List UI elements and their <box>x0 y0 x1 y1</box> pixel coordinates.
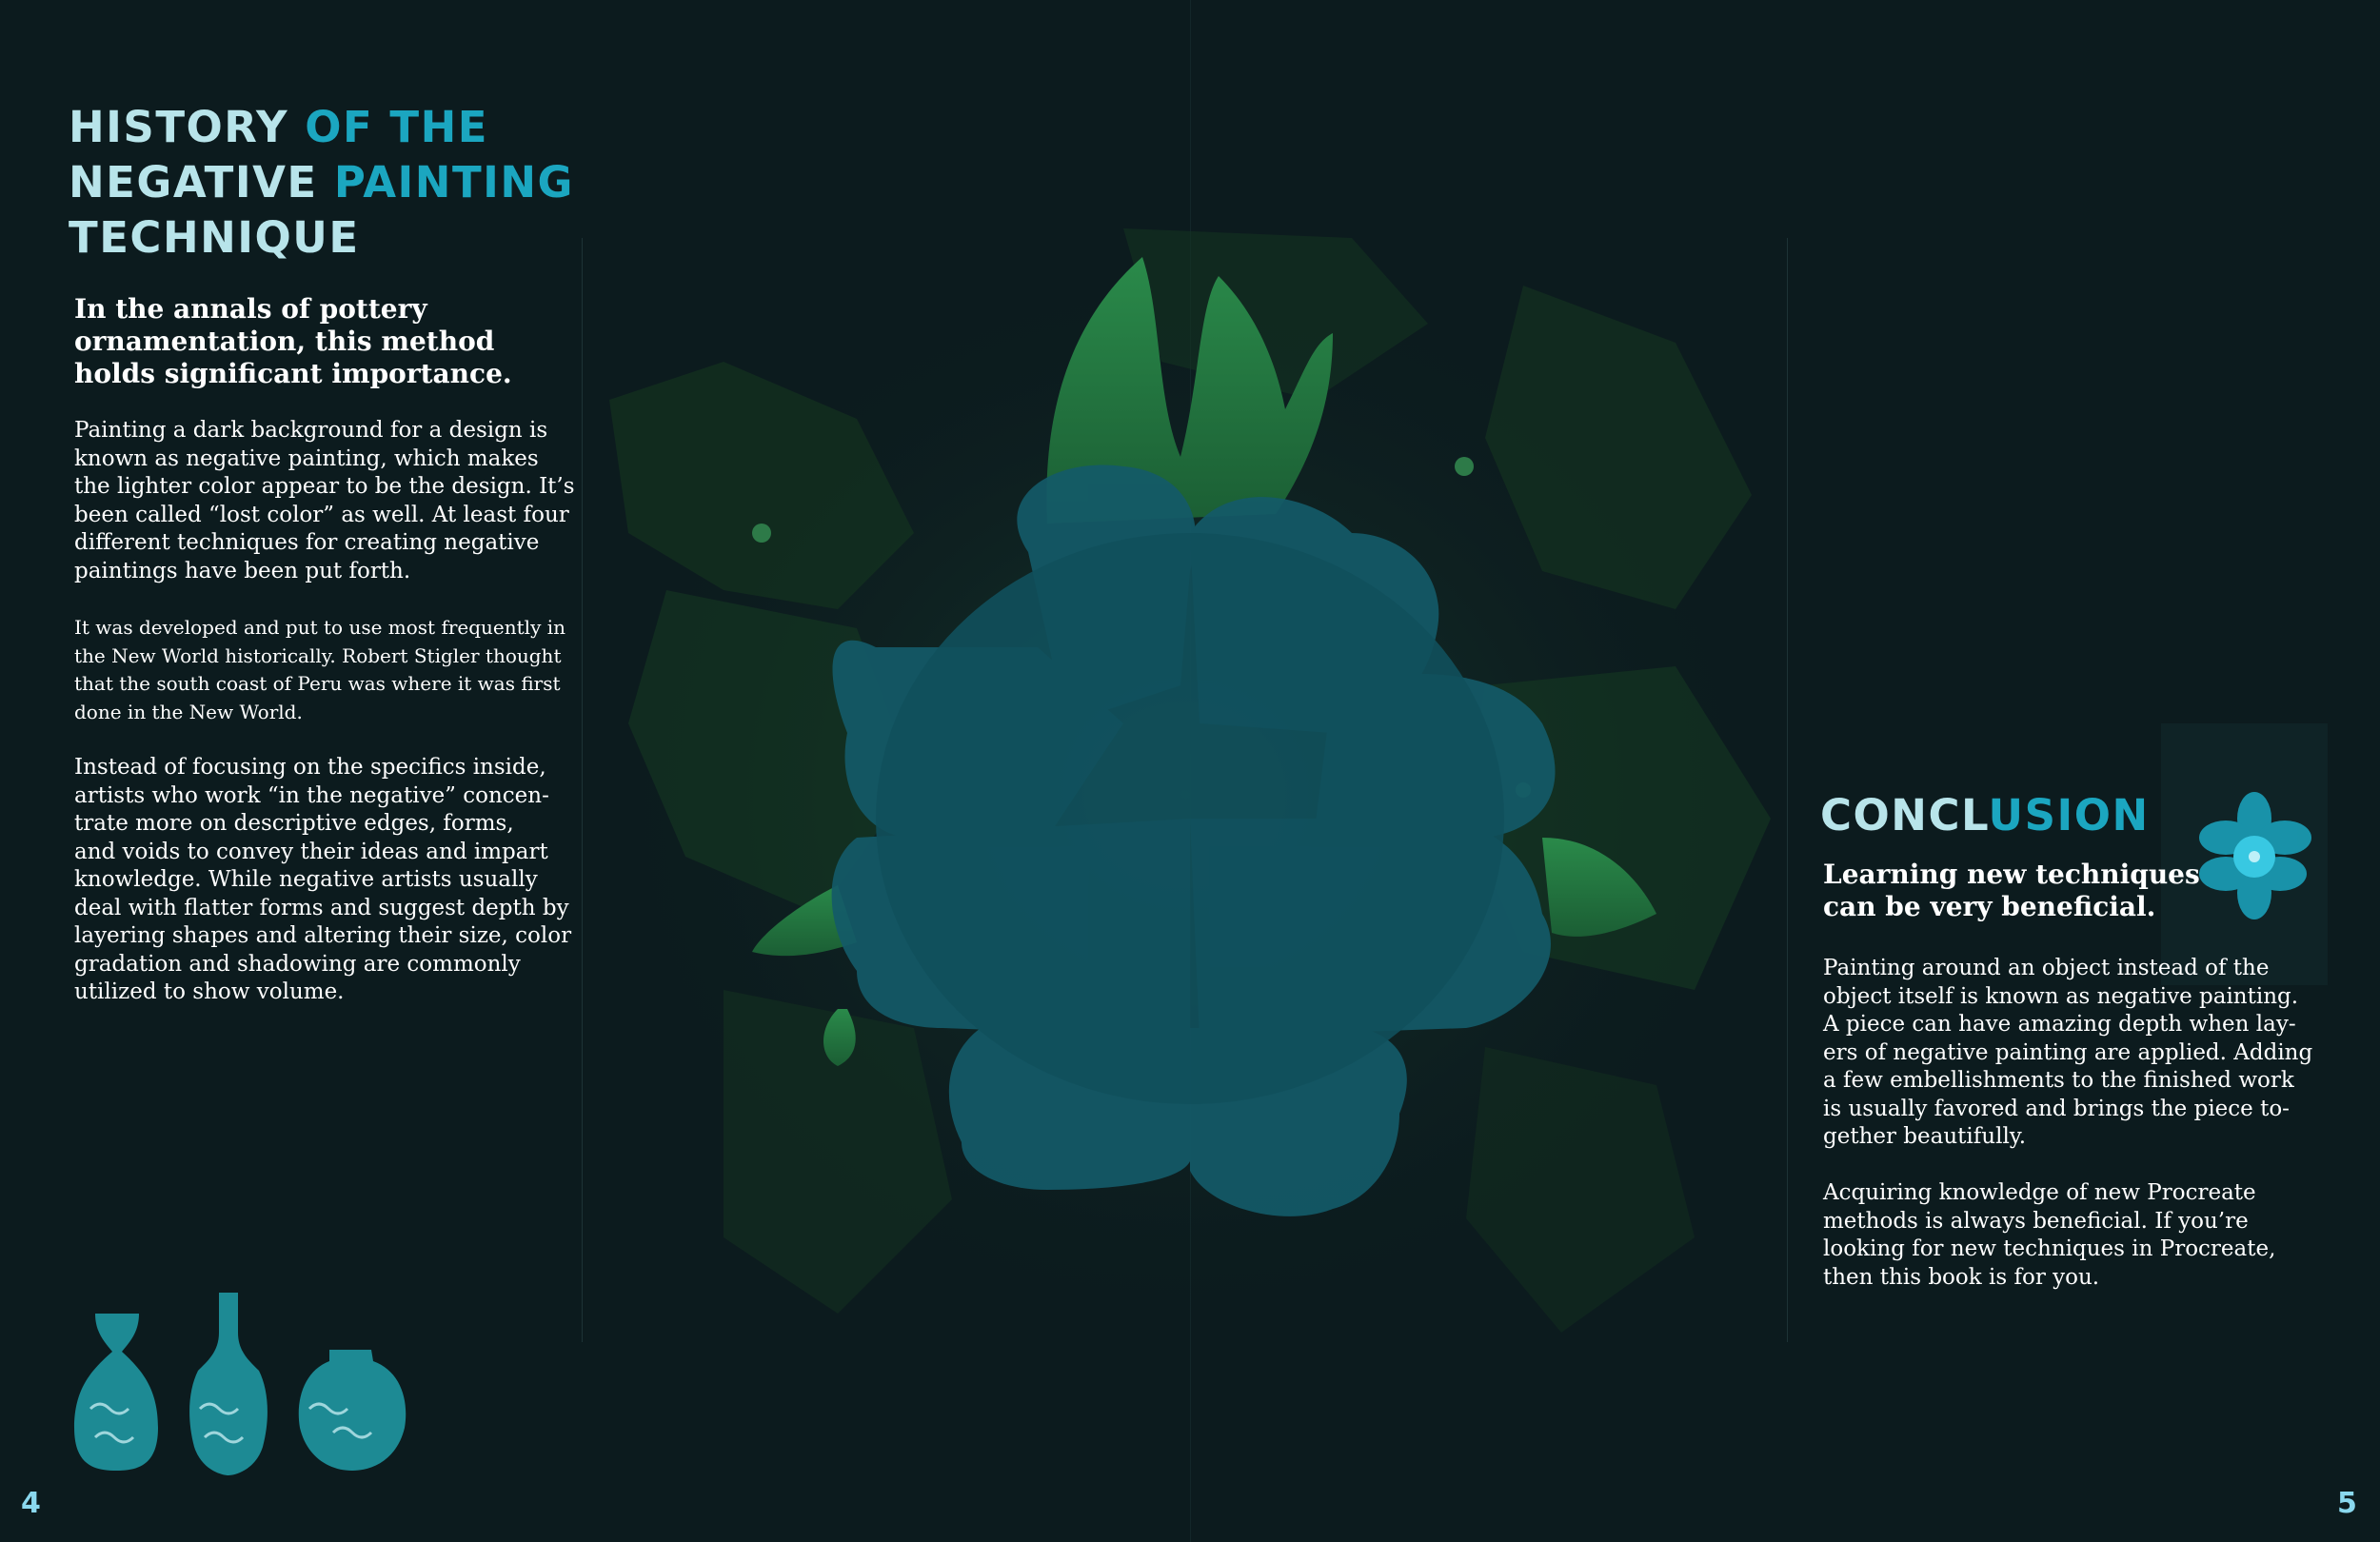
heading-part: USION <box>1988 790 2150 840</box>
title-word: OF THE <box>305 102 488 152</box>
right-paragraph-2: Acquiring knowledge of new Procreate methods is always beneficial. If you’re looking for new techniques in Procreate, then this book is for you. <box>1823 1180 2276 1290</box>
title-word: HISTORY <box>69 102 289 152</box>
heading-part: CONCL <box>1820 790 1989 840</box>
vase-icon <box>74 1314 158 1471</box>
left-paragraph-2: It was developed and put to use most frequently in the New World historically. Robert Stigler thought that the south coast of Peru was where it was first done in the New World. <box>74 616 566 723</box>
page-number-left: 4 <box>21 1487 41 1520</box>
page-number-right: 5 <box>2337 1487 2357 1520</box>
right-paragraph-1: Painting around an object instead of the object itself is known as negative painting. A piece can have amazing depth when lay- ers of negative painting are applied. Adding a few embellishments to the finished work is usually favored and brings the piece to- gether beautifully. <box>1823 956 2313 1149</box>
flower-icon <box>2161 723 2328 985</box>
vase-icon <box>189 1293 268 1475</box>
title-word: TECHNIQUE <box>69 212 360 263</box>
right-subheading: Learning new techniques can be very beneficial. <box>1823 859 2200 922</box>
left-paragraph-3: Instead of focusing on the specifics inside, artists who work “in the negative” concen- trate more on descriptive edges, forms, and voids to convey their ideas and impart knowledge. While negative artists usually deal with flatter forms and suggest depth by layering shapes and altering their size, color gradation and shadowing are commonly utilized to show volume. <box>74 755 572 1004</box>
title-word: NEGATIVE <box>69 157 318 208</box>
flower-center <box>876 533 1504 1104</box>
conclusion-heading <box>1820 788 2150 843</box>
left-subheading: In the annals of pottery ornamentation, this method holds significant importance. <box>74 293 512 389</box>
title-word: PAINTING <box>333 157 574 208</box>
page-title <box>69 100 574 266</box>
left-paragraph-1: Painting a dark background for a design is known as negative painting, which makes the lighter color appear to be the design. It’s been called “lost color” as well. At least four different techniques for creating negative paintings have been put forth. <box>74 418 575 583</box>
vase-icon <box>299 1350 406 1471</box>
